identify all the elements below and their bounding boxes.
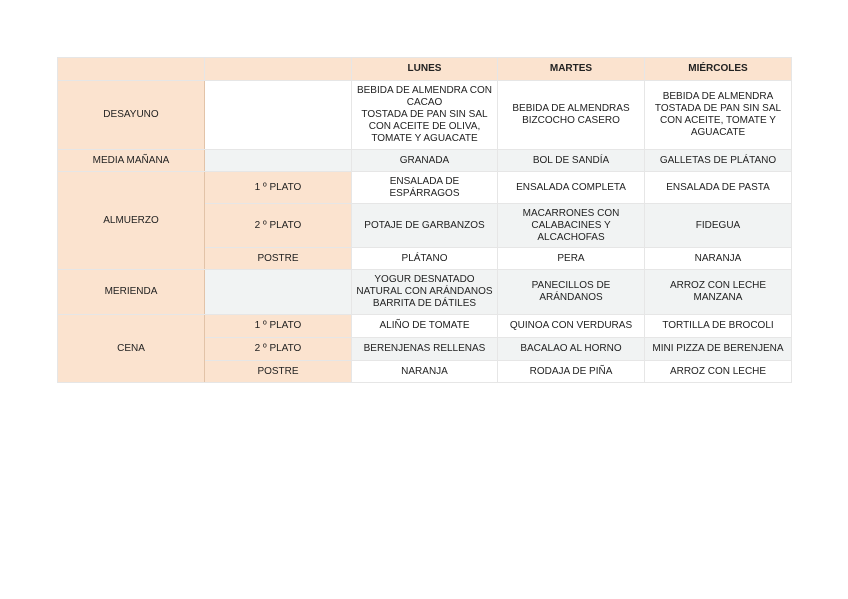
- menu-cell-cena-postre-lunes: [352, 361, 498, 383]
- meal-label-desayuno: DESAYUNO: [58, 81, 205, 150]
- weekly-menu-table: [57, 57, 792, 383]
- course-label: 2 º PLATO: [205, 204, 352, 248]
- menu-cell-merienda-martes: [498, 270, 645, 315]
- menu-line: NARANJA: [401, 365, 448, 377]
- menu-line: BIZCOCHO CASERO: [522, 115, 620, 126]
- menu-line: ENSALADA DE: [389, 175, 460, 187]
- table-row: [58, 81, 792, 150]
- course-label: POSTRE: [205, 248, 352, 270]
- menu-line: CON ACEITE, TOMATE Y: [660, 115, 776, 126]
- meal-label-merienda: MERIENDA: [58, 270, 205, 315]
- course-cell: [205, 81, 352, 150]
- menu-line: QUINOA CON VERDURAS: [509, 320, 633, 331]
- menu-line: ALIÑO DE TOMATE: [379, 320, 470, 331]
- menu-line: TORTILLA DE BROCOLI: [662, 320, 774, 331]
- menu-cell-cena-1-martes: [498, 315, 645, 338]
- menu-cell-almuerzo-2-martes: [498, 204, 645, 248]
- menu-cell-desayuno-lunes: [352, 81, 498, 150]
- header-course-cell: [205, 58, 352, 81]
- menu-line: FIDEGUA: [695, 219, 741, 231]
- table-row: [58, 315, 792, 338]
- menu-cell-almuerzo-1-lunes: [352, 172, 498, 204]
- menu-cell-cena-postre-martes: [498, 361, 645, 383]
- menu-cell-cena-postre-miercoles: [645, 361, 792, 383]
- menu-cell-merienda-lunes: [352, 270, 498, 315]
- menu-line: TOSTADA DE PAN SIN SAL: [361, 109, 488, 120]
- menu-line: ENSALADA DE PASTA: [666, 181, 770, 193]
- header-corner-cell: [58, 58, 205, 81]
- meal-label-media-manana: MEDIA MAÑANA: [58, 150, 205, 172]
- menu-cell-merienda-miercoles: [645, 270, 792, 315]
- menu-line: RODAJA DE PIÑA: [529, 365, 613, 377]
- menu-line: BOL DE SANDÍA: [532, 154, 610, 166]
- course-cell: [205, 150, 352, 172]
- menu-line: ARROZ CON LECHE: [669, 280, 767, 291]
- menu-line: NARANJA: [694, 252, 742, 264]
- menu-line: CALABACINES Y: [531, 219, 611, 231]
- course-label: 2 º PLATO: [205, 338, 352, 361]
- menu-cell-cena-2-lunes: [352, 338, 498, 361]
- menu-cell-desayuno-martes: [498, 81, 645, 150]
- meal-label-cena: CENA: [58, 315, 205, 383]
- table-row: [58, 150, 792, 172]
- menu-line: POTAJE DE GARBANZOS: [364, 219, 485, 231]
- menu-cell-media-manana-miercoles: [645, 150, 792, 172]
- menu-cell-cena-1-miercoles: [645, 315, 792, 338]
- menu-line: PLÁTANO: [401, 252, 448, 264]
- course-cell: [205, 270, 352, 315]
- menu-line: GRANADA: [399, 154, 450, 166]
- menu-line: CON ACEITE DE OLIVA,: [368, 121, 481, 132]
- menu-line: MANZANA: [693, 292, 743, 303]
- menu-line: NATURAL CON ARÁNDANOS: [356, 286, 493, 297]
- menu-cell-cena-2-miercoles: [645, 338, 792, 361]
- menu-line: TOSTADA DE PAN SIN SAL: [654, 103, 782, 114]
- menu-line: ARROZ CON LECHE: [669, 365, 767, 377]
- menu-cell-almuerzo-postre-lunes: [352, 248, 498, 270]
- course-label: 1 º PLATO: [205, 172, 352, 204]
- header-day-martes: MARTES: [498, 58, 645, 81]
- meal-label-almuerzo: ALMUERZO: [58, 172, 205, 270]
- header-day-lunes: LUNES: [352, 58, 498, 81]
- menu-cell-cena-2-martes: [498, 338, 645, 361]
- menu-cell-cena-1-lunes: [352, 315, 498, 338]
- menu-cell-media-manana-lunes: [352, 150, 498, 172]
- menu-line: ESPÁRRAGOS: [389, 187, 460, 199]
- table-row: [58, 172, 792, 204]
- menu-line: ENSALADA COMPLETA: [516, 181, 626, 193]
- header-day-miercoles: MIÉRCOLES: [645, 58, 792, 81]
- menu-line: BACALAO AL HORNO: [520, 343, 622, 354]
- menu-line: BEBIDA DE ALMENDRAS: [512, 103, 630, 114]
- table-row: [58, 270, 792, 315]
- menu-line: PANECILLOS DE: [531, 280, 611, 291]
- menu-line: MINI PIZZA DE BERENJENA: [652, 343, 784, 354]
- menu-line: BEBIDA DE ALMENDRA CON: [356, 85, 493, 96]
- menu-line: ALCACHOFAS: [537, 231, 605, 243]
- menu-line: PERA: [557, 252, 585, 264]
- menu-cell-desayuno-miercoles: [645, 81, 792, 150]
- menu-cell-almuerzo-postre-martes: [498, 248, 645, 270]
- menu-line: TOMATE Y AGUACATE: [371, 133, 478, 144]
- course-label: 1 º PLATO: [205, 315, 352, 338]
- header-row: [58, 58, 792, 81]
- menu-line: CACAO: [406, 97, 443, 108]
- menu-line: GALLETAS DE PLÁTANO: [659, 154, 777, 166]
- course-label: POSTRE: [205, 361, 352, 383]
- menu-cell-almuerzo-2-lunes: [352, 204, 498, 248]
- menu-line: AGUACATE: [690, 127, 746, 138]
- menu-cell-almuerzo-1-martes: [498, 172, 645, 204]
- menu-line: BARRITA DE DÁTILES: [372, 298, 477, 309]
- menu-cell-media-manana-martes: [498, 150, 645, 172]
- menu-line: ARÁNDANOS: [539, 292, 603, 303]
- menu-cell-almuerzo-postre-miercoles: [645, 248, 792, 270]
- menu-line: BEBIDA DE ALMENDRA: [662, 91, 774, 102]
- menu-cell-almuerzo-2-miercoles: [645, 204, 792, 248]
- menu-line: MACARRONES CON: [522, 207, 620, 219]
- menu-cell-almuerzo-1-miercoles: [645, 172, 792, 204]
- menu-line: BERENJENAS RELLENAS: [363, 343, 486, 354]
- menu-line: YOGUR DESNATADO: [374, 274, 475, 285]
